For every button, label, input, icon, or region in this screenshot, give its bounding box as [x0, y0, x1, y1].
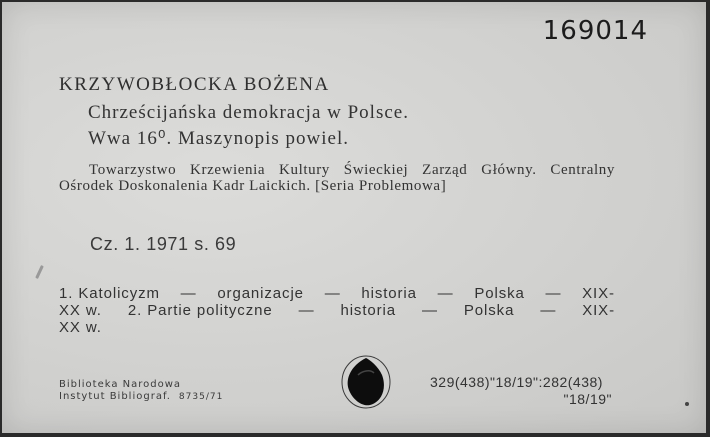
library-imprint [59, 379, 223, 403]
classification-code [430, 374, 612, 408]
subject-line-1: 1. Katolicyzm — organizacje — historia — Polska — XIX- [59, 285, 615, 302]
library-name: Biblioteka Narodowa [59, 379, 182, 390]
classification-line-1: 329(438)"18/19":282(438) [430, 374, 603, 390]
author-heading: KRZYWOBŁOCKA BOŻENA [59, 74, 330, 95]
title: Chrześcijańska demokracja w Polsce. [88, 102, 409, 123]
subject-line-2: XX w. 2. Partie polityczne — historia — Polska — XIX- [59, 302, 615, 319]
catalog-card [2, 2, 706, 433]
classification-line-2: "18/19" [563, 391, 612, 407]
part-info: Cz. 1. 1971 s. 69 [90, 234, 237, 254]
subject-headings [59, 285, 615, 336]
accession-number: 169014 [542, 16, 648, 46]
imprint: Wwa 16⁰. Maszynopis powiel. [88, 128, 349, 149]
paper-speck [685, 402, 689, 406]
paper-mark [35, 265, 44, 279]
library-institute: Instytut Bibliograf. 8735/71 [59, 391, 224, 402]
library-code: 8735/71 [178, 392, 224, 402]
publisher-note: Towarzystwo Krzewienia Kultury Świeckiej Zarząd Główny. Centralny Ośrodek Doskonalenia Kadr Laickich. [Seria Problemowa] [59, 162, 615, 194]
subject-line-3: XX w. [59, 319, 102, 336]
library-stamp-icon [340, 355, 392, 411]
